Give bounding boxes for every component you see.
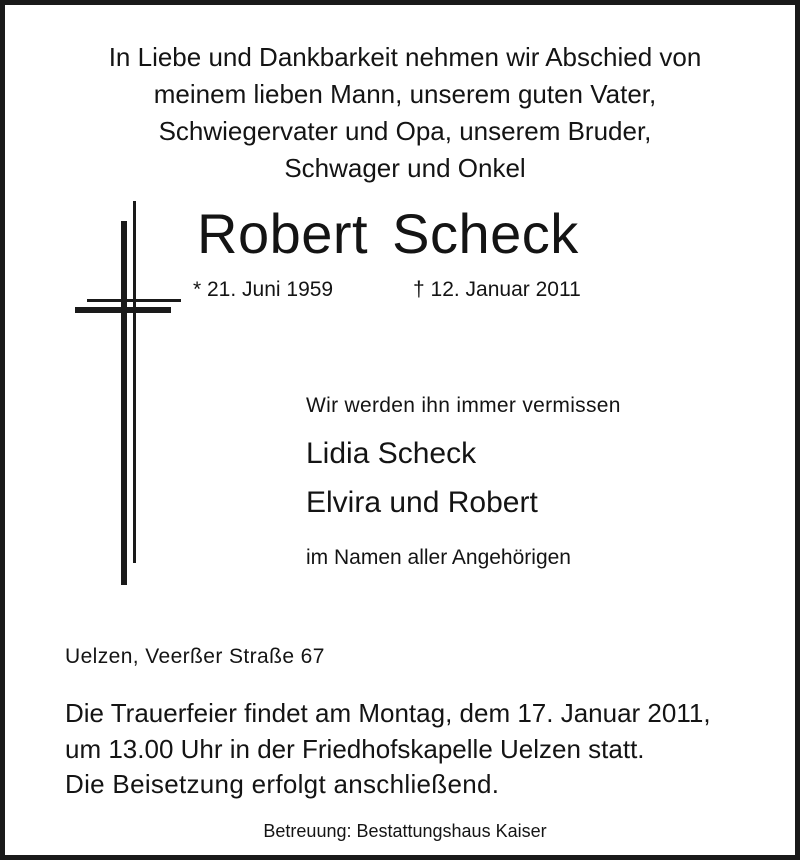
intro-line: Schwager und Onkel xyxy=(284,153,526,183)
burial-info: Die Beisetzung erfolgt anschließend. xyxy=(65,769,500,799)
death-date: † 12. Januar 2011 xyxy=(413,278,581,301)
mourner-name: Lidia Scheck xyxy=(306,437,477,470)
birth-date: * 21. Juni 1959 xyxy=(193,278,334,301)
undertaker-credit: Betreuung: Bestattungshaus Kaiser xyxy=(263,821,547,841)
service-line: Die Trauerfeier findet am Montag, dem 17. Januar 2011, xyxy=(65,698,711,728)
intro-text xyxy=(10,39,800,187)
family-address: Uelzen, Veerßer Straße 67 xyxy=(65,645,325,668)
intro-line: meinem lieben Mann, unserem guten Vater, xyxy=(153,79,657,109)
deceased-last-name: Scheck xyxy=(392,202,579,265)
intro-line: In Liebe und Dankbarkeit nehmen wir Abschied von xyxy=(108,42,702,72)
funeral-service-info xyxy=(65,695,711,767)
service-line: um 13.00 Uhr in der Friedhofskapelle Uelzen statt. xyxy=(65,734,645,764)
mourner-name: Elvira und Robert xyxy=(306,486,538,519)
mourners-intro: Wir werden ihn immer vermissen xyxy=(306,394,621,417)
deceased-name xyxy=(197,201,579,266)
cross-icon xyxy=(65,195,185,590)
mourners-outro: im Namen aller Angehörigen xyxy=(306,546,571,569)
intro-line: Schwiegervater und Opa, unserem Bruder, xyxy=(158,116,652,146)
deceased-first-name: Robert xyxy=(197,202,369,265)
